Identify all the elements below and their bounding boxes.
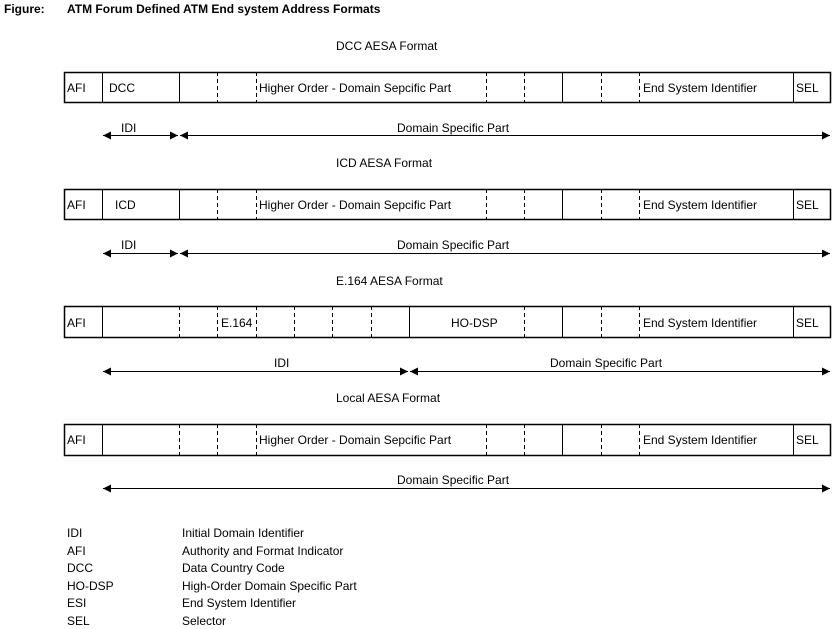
dcc-idi-span-label: IDI <box>121 121 137 135</box>
legend-abbr: HO-DSP <box>67 579 114 593</box>
e164-format-title: E.164 AESA Format <box>336 274 443 288</box>
e164-ho-dsp-cell: HO-DSP <box>451 316 498 330</box>
icd-idi-cell: ICD <box>115 198 136 212</box>
figure-title: ATM Forum Defined ATM End system Address Formats <box>67 2 381 16</box>
local-format-title: Local AESA Format <box>336 391 441 405</box>
e164-esi-cell: End System Identifier <box>643 316 758 330</box>
dcc-afi-cell: AFI <box>67 81 86 95</box>
legend-desc: Authority and Format Indicator <box>182 544 344 558</box>
e164-sel-cell: SEL <box>796 316 819 330</box>
e164-idi-cell: E.164 <box>221 316 253 330</box>
figure-label: Figure: <box>4 2 45 16</box>
icd-sel-cell: SEL <box>796 198 819 212</box>
dcc-dsp-span-label: Domain Specific Part <box>396 121 533 135</box>
local-sel-cell: SEL <box>796 433 819 447</box>
dcc-idi-cell: DCC <box>109 81 135 95</box>
legend-abbr: ESI <box>67 596 87 610</box>
icd-idi-span-label: IDI <box>120 238 148 252</box>
legend-desc: High-Order Domain Specific Part <box>182 579 357 593</box>
legend-abbr: AFI <box>67 544 86 558</box>
legend-abbr: IDI <box>67 526 83 540</box>
local-ho-dsp-cell: Higher Order - Domain Sepcific Part <box>259 433 452 447</box>
legend-desc: Data Country Code <box>182 561 285 575</box>
dcc-ho-dsp-cell: Higher Order - Domain Sepcific Part <box>259 81 452 95</box>
legend-abbr: SEL <box>67 614 90 628</box>
dcc-esi-cell: End System Identifier <box>643 81 758 95</box>
e164-idi-span-label: IDI <box>258 356 308 370</box>
icd-afi-cell: AFI <box>67 198 86 212</box>
e164-dsp-span-label: Domain Specific Part <box>526 356 666 370</box>
dcc-sel-cell: SEL <box>796 81 819 95</box>
legend-desc: Selector <box>182 614 227 628</box>
icd-esi-cell: End System Identifier <box>643 198 758 212</box>
legend-abbr: DCC <box>67 561 93 575</box>
e164-afi-cell: AFI <box>67 316 86 330</box>
legend-desc: Initial Domain Identifier <box>182 526 305 540</box>
icd-dsp-span-label: Domain Specific Part <box>372 238 514 252</box>
dcc-format-title: DCC AESA Format <box>336 39 438 53</box>
icd-ho-dsp-cell: Higher Order - Domain Sepcific Part <box>259 198 452 212</box>
icd-format-title: ICD AESA Format <box>336 156 433 170</box>
local-dsp-span-label: Domain Specific Part <box>397 473 510 487</box>
local-afi-cell: AFI <box>67 433 86 447</box>
legend-desc: End System Identifier <box>182 596 297 610</box>
local-esi-cell: End System Identifier <box>643 433 758 447</box>
